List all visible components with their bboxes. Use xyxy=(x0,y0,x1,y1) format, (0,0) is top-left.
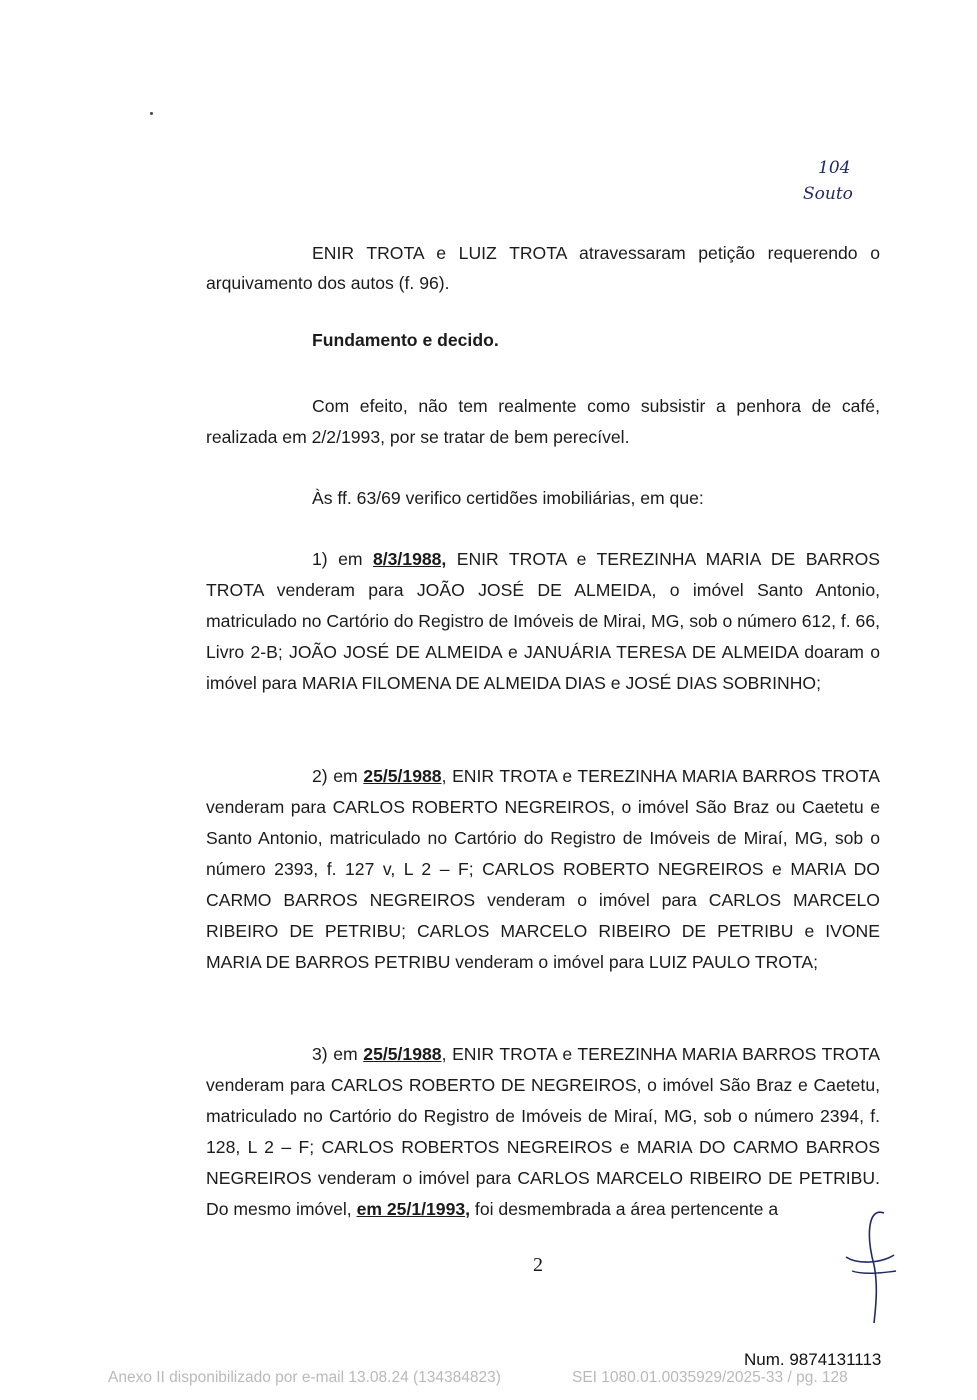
section-heading: Fundamento e decido. xyxy=(312,330,499,350)
intro-line-1: ENIR TROTA e LUIZ TROTA atravessaram petição requerendo o xyxy=(312,243,880,263)
item-3-text: , ENIR TROTA e TEREZINHA MARIA BARROS TROTA venderam para CARLOS ROBERTO DE NEGREIROS, o imóvel São Braz e Caetetu, matriculado no Cartório do Registro de Imóveis de Miraí, MG, sob o número 2394, f. 128, L 2 – F; CARLOS ROBERTOS NEGREIROS e MARIA DO CARMO BARROS NEGREIROS venderam o imóvel para CARLOS MARCELO RIBEIRO DE PETRIBU. Do mesmo imóvel, xyxy=(206,1044,880,1219)
item-1-text: ENIR TROTA e TEREZINHA MARIA DE BARROS TROTA venderam para JOÃO JOSÉ DE ALMEIDA, o imóvel Santo Antonio, matriculado no Cartório do Registro de Imóveis de Mirai, MG, sob o número 612, f. 66, Livro 2-B; JOÃO JOSÉ DE ALMEIDA e JANUÁRIA TERESA DE ALMEIDA doaram o imóvel para MARIA FILOMENA DE ALMEIDA DIAS e JOSÉ DIAS SOBRINHO; xyxy=(206,549,880,693)
item-2-text: , ENIR TROTA e TEREZINHA MARIA BARROS TROTA venderam para CARLOS ROBERTO NEGREIROS, o imóvel São Braz ou Caetetu e Santo Antonio, matriculado no Cartório do Registro de Imóveis de Miraí, MG, sob o número 2393, f. 127 v, L 2 – F; CARLOS ROBERTO NEGREIROS e MARIA DO CARMO BARROS NEGREIROS venderam o imóvel para CARLOS MARCELO RIBEIRO DE PETRIBU; CARLOS MARCELO RIBEIRO DE PETRIBU e IVONE MARIA DE BARROS PETRIBU venderam o imóvel para LUIZ PAULO TROTA; xyxy=(206,766,880,972)
item-3-text-2: foi desmembrada a área pertencente a xyxy=(470,1199,779,1219)
item-2-prefix: 2) em xyxy=(312,766,364,786)
item-3-prefix: 3) em xyxy=(312,1044,364,1064)
item-3 xyxy=(206,1039,880,1225)
item-2-date: 25/5/1988 xyxy=(363,766,442,786)
paragraph-cafe: Com efeito, não tem realmente como subsistir a penhora de café, realizada em 2/2/1993, por se tratar de bem perecível. xyxy=(206,396,880,447)
stamp-initials: Souto xyxy=(803,184,853,204)
intro-line-2: arquivamento dos autos (f. 96). xyxy=(206,273,450,293)
stamp-number: 104 xyxy=(818,158,851,178)
item-3-date: 25/5/1988 xyxy=(363,1044,442,1064)
page-stamp xyxy=(785,150,875,230)
footer-attachment-note: Anexo II disponibilizado por e-mail 13.08.24 (134384823) xyxy=(108,1369,501,1386)
scan-speck xyxy=(150,112,153,115)
item-1 xyxy=(206,544,880,699)
signature-mark xyxy=(838,1205,898,1330)
item-3-date-2: em 25/1/1993, xyxy=(356,1199,471,1219)
page-number: 2 xyxy=(533,1254,543,1276)
footer-sei-reference: SEI 1080.01.0035929/2025-33 / pg. 128 xyxy=(572,1369,848,1386)
item-1-date: 8/3/1988, xyxy=(372,549,447,569)
item-2 xyxy=(206,761,880,978)
document-number: Num. 9874131113 xyxy=(744,1350,882,1369)
paragraph-certidoes: Às ff. 63/69 verifico certidões imobiliárias, em que: xyxy=(312,488,704,508)
item-1-prefix: 1) em xyxy=(312,549,373,569)
